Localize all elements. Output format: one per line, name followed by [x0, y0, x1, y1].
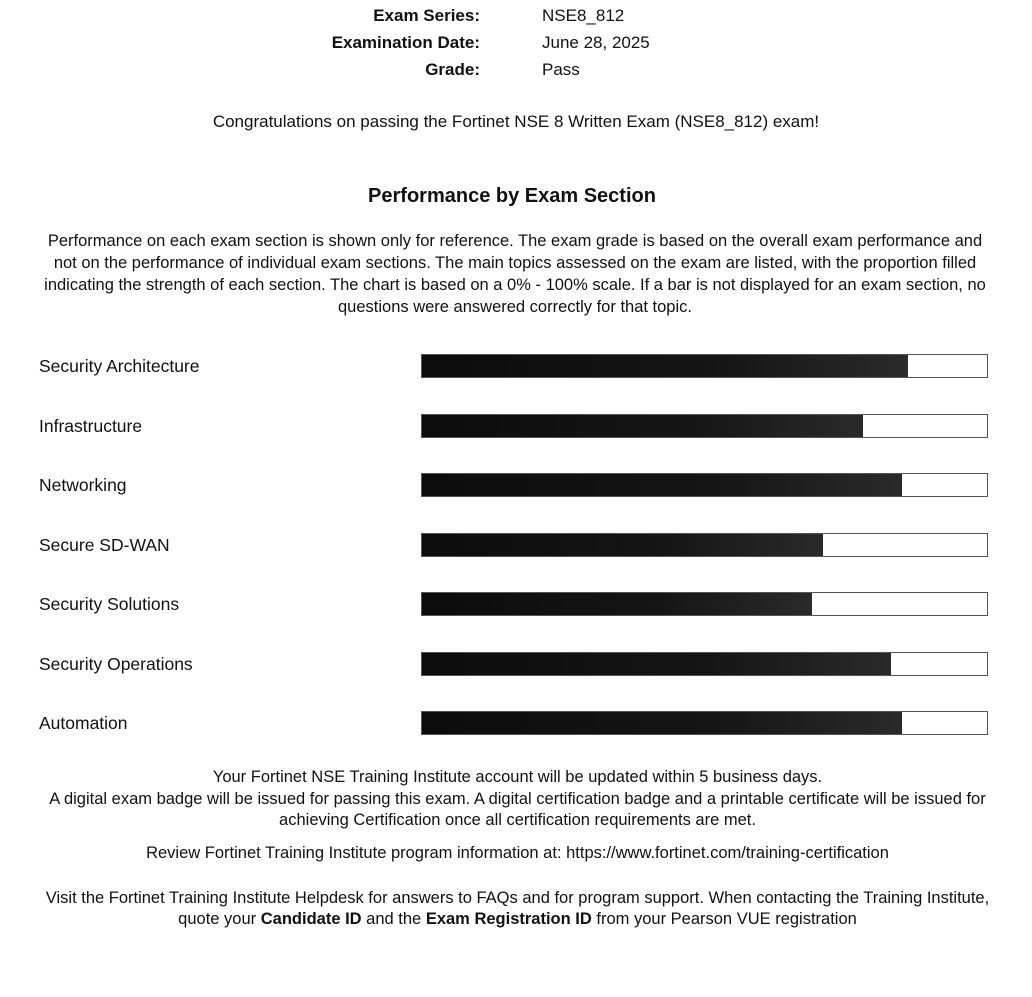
helpdesk-notice	[30, 888, 1005, 930]
helpdesk-text-a: Visit the Fortinet Training Institute Helpdesk for answers to FAQs and for program support. When contacting the Training Institute, quote your	[45, 889, 990, 928]
section-label: Security Operations	[39, 653, 193, 674]
section-row	[0, 412, 1032, 442]
exam-series-row	[0, 6, 1032, 26]
section-bar-fill	[422, 534, 823, 556]
section-bar-track	[421, 592, 988, 616]
section-label: Secure SD-WAN	[39, 534, 170, 555]
section-label: Automation	[39, 713, 128, 733]
section-bar-fill	[422, 415, 863, 437]
section-bar-track	[421, 414, 988, 438]
exam-date-row	[0, 33, 1032, 53]
exam-date-label: Examination Date:	[331, 33, 480, 52]
section-bar-fill	[422, 593, 812, 615]
account-update-notice: Your Fortinet NSE Training Institute account will be updated within 5 business days.	[212, 768, 823, 786]
section-bar-fill	[422, 712, 902, 734]
section-row	[0, 650, 1032, 680]
helpdesk-text-c: from your Pearson VUE registration	[591, 910, 857, 928]
section-label: Security Solutions	[39, 594, 180, 614]
section-label: Networking	[39, 475, 127, 495]
section-row	[0, 531, 1032, 561]
section-bar-fill	[422, 355, 908, 377]
section-label: Infrastructure	[39, 415, 143, 436]
performance-description: Performance on each exam section is shown only for reference. The exam grade is based on the overall exam performance and not on the performance of individual exam sections. The main topics assessed on the exam are listed, with the proportion filled indicating the strength of each section. The chart is based on a 0% - 100% scale. If a bar is not displayed for an exam section, no questions were answered correctly for that topic.	[44, 232, 986, 316]
congratulations-message: Congratulations on passing the Fortinet NSE 8 Written Exam (NSE8_812) exam!	[212, 112, 820, 131]
exam-series-label: Exam Series:	[373, 6, 480, 25]
section-bar-track	[421, 473, 988, 497]
helpdesk-text-b: and the	[361, 910, 426, 928]
section-row	[0, 471, 1032, 501]
section-bar-fill	[422, 474, 902, 496]
grade-value: Pass	[542, 60, 580, 79]
section-label: Security Architecture	[39, 356, 200, 376]
exam-registration-id-term: Exam Registration ID	[425, 910, 592, 928]
grade-row	[0, 60, 1032, 80]
section-bar-track	[421, 711, 988, 735]
section-bar-fill	[422, 653, 891, 675]
section-row	[0, 590, 1032, 620]
exam-series-value: NSE8_812	[542, 6, 625, 25]
section-row	[0, 352, 1032, 382]
review-program-info: Review Fortinet Training Institute program information at: https://www.fortinet.com/training-certification	[146, 844, 889, 862]
section-row	[0, 709, 1032, 739]
section-bar-track	[421, 533, 988, 557]
section-bar-track	[421, 652, 988, 676]
badge-notice: A digital exam badge will be issued for passing this exam. A digital certification badge and a printable certificate will be issued for achieving Certification once all certification requirements are met.	[49, 790, 986, 829]
section-title: Performance by Exam Section	[368, 185, 656, 207]
grade-label: Grade:	[425, 60, 480, 79]
section-bar-track	[421, 354, 988, 378]
candidate-id-term: Candidate ID	[260, 910, 362, 928]
exam-date-value: June 28, 2025	[542, 33, 650, 52]
